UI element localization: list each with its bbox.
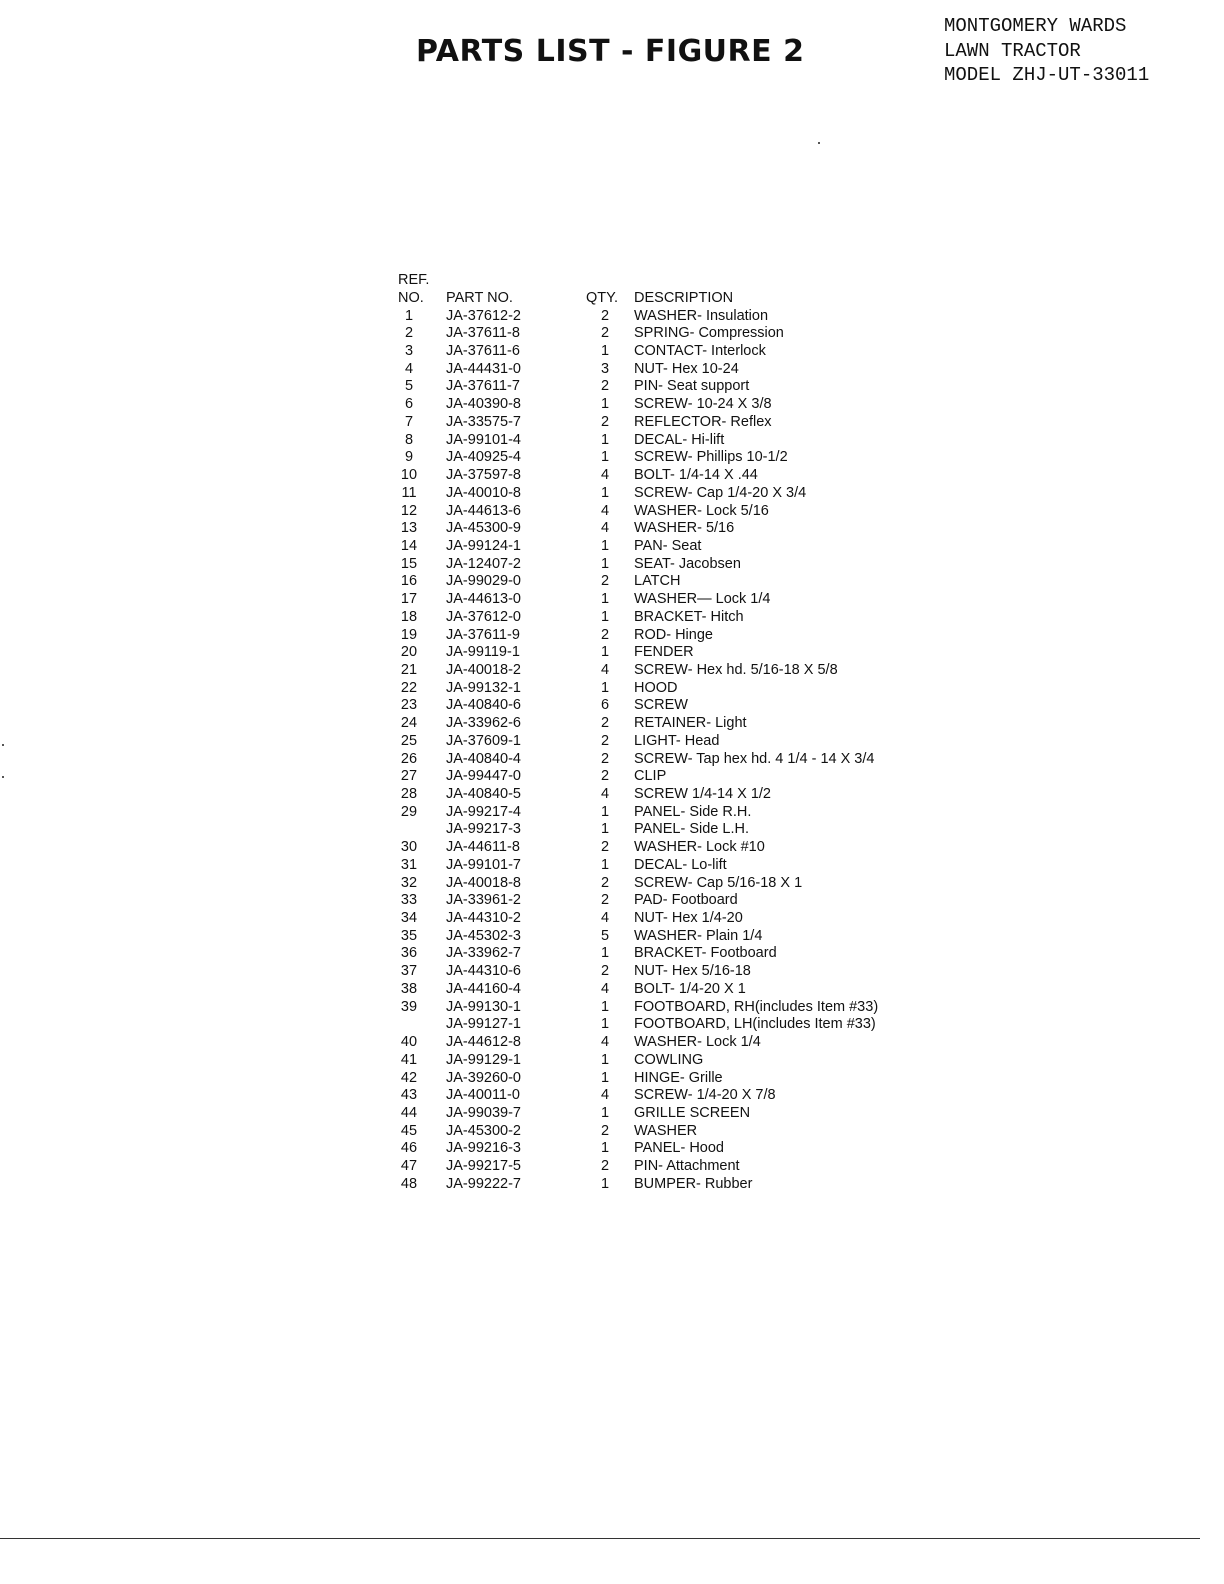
part-number-cell: JA-44612-8: [446, 1034, 521, 1051]
qty-cell: 1: [600, 1016, 610, 1033]
part-number-cell: JA-33962-7: [446, 945, 521, 962]
part-number-cell: JA-33962-6: [446, 715, 521, 732]
qty-cell: 1: [600, 431, 610, 448]
qty-cell: 4: [600, 467, 610, 484]
part-number-cell: JA-37612-0: [446, 608, 521, 625]
description-cell: PAD- Footboard: [634, 892, 738, 909]
qty-cell: 1: [600, 1104, 610, 1121]
qty-cell: 1: [600, 644, 610, 661]
qty-cell: 1: [600, 343, 610, 360]
ref-cell: 1: [404, 307, 414, 324]
qty-cell: 1: [600, 396, 610, 413]
qty-cell: 4: [600, 520, 610, 537]
part-number-cell: JA-40925-4: [446, 449, 521, 466]
qty-header: QTY.: [586, 289, 618, 306]
part-number-cell: JA-99132-1: [446, 679, 521, 696]
qty-cell: 2: [600, 768, 610, 785]
ref-cell: 41: [400, 1051, 418, 1068]
part-number-cell: JA-99217-5: [446, 1158, 521, 1175]
description-cell: FOOTBOARD, RH(includes Item #33): [634, 998, 879, 1015]
part-number-cell: JA-44613-0: [446, 591, 521, 608]
ref-cell: 37: [400, 963, 418, 980]
part-number-cell: JA-99119-1: [446, 644, 520, 661]
description-cell: SCREW 1/4-14 X 1/2: [634, 786, 771, 802]
ref-cell: 29: [400, 803, 418, 820]
ref-cell: 13: [400, 520, 418, 537]
model-info: [944, 14, 1149, 88]
part-number-cell: JA-40018-8: [446, 874, 521, 891]
description-cell: WASHER- Insulation: [634, 307, 769, 324]
ref-cell: 19: [400, 626, 418, 643]
ref-cell: 26: [400, 750, 418, 767]
scan-speck: [2, 776, 4, 778]
description-cell: PANEL- Hood: [634, 1140, 724, 1157]
ref-cell: 30: [400, 839, 418, 856]
ref-cell: 39: [400, 998, 418, 1015]
qty-cell: 1: [600, 537, 610, 554]
qty-cell: 1: [600, 555, 610, 572]
ref-cell: 22: [400, 679, 418, 696]
part-number-cell: JA-45300-2: [446, 1122, 521, 1139]
part-number-cell: JA-99217-3: [446, 821, 521, 838]
part-number-cell: JA-39260-0: [446, 1069, 521, 1086]
part-number-cell: JA-45302-3: [446, 927, 521, 944]
description-cell: WASHER: [634, 1122, 698, 1139]
description-cell: WASHER— Lock 1/4: [634, 591, 771, 608]
bottom-rule: [0, 1538, 1200, 1539]
part-number-cell: JA-99124-1: [446, 537, 521, 554]
ref-cell: 33: [400, 892, 418, 909]
ref-cell: 5: [404, 378, 414, 395]
ref-cell: 9: [404, 449, 414, 466]
description-cell: WASHER- 5/16: [634, 520, 735, 537]
part-number-cell: JA-40840-6: [446, 697, 521, 714]
qty-cell: 2: [600, 715, 610, 732]
part-number-cell: JA-37611-9: [446, 626, 520, 643]
ref-cell: 45: [400, 1122, 418, 1139]
qty-cell: 2: [600, 839, 610, 856]
ref-cell: 15: [400, 555, 418, 572]
description-cell: NUT- Hex 1/4-20: [634, 910, 743, 927]
ref-cell: 25: [400, 732, 418, 749]
description-cell: ROD- Hinge: [634, 626, 713, 643]
description-cell: PIN- Seat support: [634, 378, 750, 395]
description-cell: LATCH: [634, 573, 681, 590]
qty-cell: 3: [600, 360, 610, 377]
qty-cell: 4: [600, 1087, 610, 1104]
part-number-cell: JA-45300-9: [446, 520, 521, 537]
part-number-cell: JA-37612-2: [446, 307, 521, 324]
ref-cell: 43: [400, 1087, 418, 1104]
description-cell: SCREW- Hex hd. 5/16-18 X 5/8: [634, 661, 838, 678]
part-number-cell: JA-37611-8: [446, 325, 520, 342]
part-number-cell: JA-40390-8: [446, 396, 521, 413]
ref-cell: 36: [400, 945, 418, 962]
ref-cell: 44: [400, 1104, 418, 1121]
part-header: PART NO.: [446, 289, 513, 306]
part-number-cell: JA-37597-8: [446, 467, 521, 484]
ref-cell: 12: [400, 502, 418, 519]
part-number-cell: JA-99447-0: [446, 768, 521, 785]
qty-cell: 1: [600, 1140, 610, 1157]
ref-cell: 23: [400, 697, 418, 714]
part-number-cell: JA-44611-8: [446, 839, 520, 856]
qty-cell: 1: [600, 449, 610, 466]
part-number-cell: JA-40018-2: [446, 661, 521, 678]
part-number-cell: JA-33575-7: [446, 413, 521, 430]
qty-cell: 2: [600, 892, 610, 909]
description-cell: SCREW- Cap 5/16-18 X 1: [634, 874, 803, 891]
qty-cell: 2: [600, 1122, 610, 1139]
ref-header-top: REF.: [398, 272, 430, 288]
description-cell: DECAL- Lo-lift: [634, 856, 727, 873]
ref-cell: 3: [404, 343, 414, 360]
description-cell: SCREW- 10-24 X 3/8: [634, 396, 772, 413]
qty-cell: 4: [600, 502, 610, 519]
ref-cell: 27: [400, 768, 418, 785]
qty-cell: 1: [600, 608, 610, 625]
part-number-cell: JA-40840-5: [446, 786, 521, 802]
part-number-cell: JA-99129-1: [446, 1051, 521, 1068]
description-cell: HINGE- Grille: [634, 1069, 723, 1086]
description-cell: WASHER- Plain 1/4: [634, 927, 763, 944]
qty-cell: 2: [600, 307, 610, 324]
qty-cell: 1: [600, 856, 610, 873]
qty-cell: 1: [600, 803, 610, 820]
part-number-cell: JA-37611-7: [446, 378, 520, 395]
part-number-cell: JA-44310-2: [446, 910, 521, 927]
description-cell: HOOD: [634, 679, 678, 696]
ref-cell: 11: [401, 484, 417, 501]
description-cell: SEAT- Jacobsen: [634, 555, 741, 572]
description-cell: NUT- Hex 5/16-18: [634, 963, 751, 980]
qty-cell: 1: [600, 1175, 610, 1192]
part-number-cell: JA-99101-4: [446, 431, 521, 448]
ref-cell: 28: [400, 786, 418, 802]
ref-cell: 2: [404, 325, 414, 342]
description-cell: BOLT- 1/4-20 X 1: [634, 980, 746, 997]
part-number-cell: JA-99222-7: [446, 1175, 521, 1192]
part-number-cell: JA-40011-0: [446, 1087, 520, 1104]
description-cell: PANEL- Side L.H.: [634, 821, 749, 838]
qty-cell: 2: [600, 732, 610, 749]
ref-cell: 32: [400, 874, 418, 891]
qty-cell: 1: [600, 1069, 610, 1086]
ref-cell: 14: [400, 537, 418, 554]
ref-cell: 6: [404, 396, 414, 413]
part-number-cell: JA-37609-1: [446, 732, 521, 749]
ref-cell: 38: [400, 980, 418, 997]
qty-cell: 1: [600, 484, 610, 501]
qty-cell: 6: [600, 697, 610, 714]
description-cell: DECAL- Hi-lift: [634, 431, 725, 448]
qty-cell: 1: [600, 998, 610, 1015]
part-number-cell: JA-99127-1: [446, 1016, 521, 1033]
description-cell: PAN- Seat: [634, 537, 702, 554]
part-number-cell: JA-40010-8: [446, 484, 521, 501]
qty-cell: 1: [600, 591, 610, 608]
description-cell: NUT- Hex 10-24: [634, 360, 739, 377]
qty-cell: 1: [600, 1051, 610, 1068]
product-line: LAWN TRACTOR: [944, 39, 1081, 62]
part-number-cell: JA-44431-0: [446, 360, 521, 377]
ref-cell: 46: [400, 1140, 418, 1157]
qty-cell: 5: [600, 927, 610, 944]
description-cell: COWLING: [634, 1051, 704, 1068]
ref-cell: 18: [400, 608, 418, 625]
part-number-cell: JA-12407-2: [446, 555, 521, 572]
ref-cell: 10: [400, 467, 418, 484]
qty-cell: 2: [600, 874, 610, 891]
qty-cell: 2: [600, 325, 610, 342]
description-cell: BRACKET- Footboard: [634, 945, 777, 962]
ref-cell: 42: [400, 1069, 418, 1086]
description-cell: BUMPER- Rubber: [634, 1175, 753, 1192]
qty-cell: 2: [600, 626, 610, 643]
qty-cell: 4: [600, 786, 610, 802]
ref-cell: 31: [400, 856, 418, 873]
description-cell: CLIP: [634, 768, 667, 785]
qty-cell: 1: [600, 945, 610, 962]
description-cell: SCREW: [634, 697, 688, 714]
ref-cell: 47: [400, 1158, 418, 1175]
description-cell: PIN- Attachment: [634, 1158, 740, 1175]
ref-cell: 35: [400, 927, 418, 944]
part-number-cell: JA-99217-4: [446, 803, 521, 820]
ref-cell: 34: [400, 910, 418, 927]
ref-cell: 48: [400, 1175, 418, 1192]
description-cell: FOOTBOARD, LH(includes Item #33): [634, 1016, 876, 1033]
part-number-cell: JA-44613-6: [446, 502, 521, 519]
ref-cell: 17: [400, 591, 418, 608]
qty-cell: 4: [600, 910, 610, 927]
part-number-cell: JA-99216-3: [446, 1140, 521, 1157]
description-cell: SCREW- Cap 1/4-20 X 3/4: [634, 484, 807, 501]
qty-cell: 2: [600, 750, 610, 767]
ref-cell: 40: [400, 1034, 418, 1051]
part-number-cell: JA-44310-6: [446, 963, 521, 980]
ref-header: NO.: [398, 289, 424, 306]
description-cell: WASHER- Lock #10: [634, 839, 765, 856]
qty-cell: 4: [600, 980, 610, 997]
ref-cell: 24: [400, 715, 418, 732]
description-cell: SCREW- 1/4-20 X 7/8: [634, 1087, 776, 1104]
part-number-cell: JA-33961-2: [446, 892, 521, 909]
description-cell: RETAINER- Light: [634, 715, 747, 732]
qty-cell: 2: [600, 963, 610, 980]
part-number-cell: JA-99039-7: [446, 1104, 521, 1121]
description-cell: GRILLE SCREEN: [634, 1104, 751, 1121]
part-number-cell: JA-44160-4: [446, 980, 521, 997]
part-number-cell: JA-99029-0: [446, 573, 521, 590]
description-cell: REFLECTOR- Reflex: [634, 413, 772, 430]
part-number-cell: JA-99101-7: [446, 856, 521, 873]
scan-speck: [818, 142, 820, 144]
brand-line: MONTGOMERY WARDS: [944, 15, 1127, 37]
part-number-cell: JA-99130-1: [446, 998, 521, 1015]
qty-cell: 2: [600, 413, 610, 430]
description-cell: CONTACT- Interlock: [634, 343, 766, 360]
description-cell: PANEL- Side R.H.: [634, 803, 752, 820]
description-cell: WASHER- Lock 1/4: [634, 1034, 761, 1051]
part-number-cell: JA-37611-6: [446, 343, 520, 360]
description-cell: WASHER- Lock 5/16: [634, 502, 769, 519]
ref-cell: 7: [404, 413, 414, 430]
description-cell: SCREW- Tap hex hd. 4 1/4 - 14 X 3/4: [634, 750, 875, 767]
ref-cell: 4: [404, 360, 414, 377]
qty-cell: 4: [600, 1034, 610, 1051]
qty-cell: 2: [600, 378, 610, 395]
part-number-cell: JA-40840-4: [446, 750, 521, 767]
description-cell: BRACKET- Hitch: [634, 608, 744, 625]
qty-cell: 4: [600, 661, 610, 678]
description-cell: SCREW- Phillips 10-1/2: [634, 449, 788, 466]
description-cell: FENDER: [634, 644, 694, 661]
ref-cell: 20: [400, 644, 418, 661]
qty-cell: 1: [600, 821, 610, 838]
qty-cell: 2: [600, 573, 610, 590]
model-number-line: MODEL ZHJ-UT-33011: [944, 64, 1150, 86]
qty-cell: 2: [600, 1158, 610, 1175]
description-cell: BOLT- 1/4-14 X .44: [634, 467, 758, 484]
description-header: DESCRIPTION: [634, 289, 734, 306]
qty-cell: 1: [600, 679, 610, 696]
ref-cell: 8: [404, 431, 414, 448]
page-title: PARTS LIST - FIGURE 2: [416, 34, 805, 69]
ref-cell: 16: [400, 573, 418, 590]
description-cell: LIGHT- Head: [634, 732, 720, 749]
scan-speck: [2, 744, 4, 746]
ref-cell: 21: [400, 661, 418, 678]
description-cell: SPRING- Compression: [634, 325, 784, 342]
